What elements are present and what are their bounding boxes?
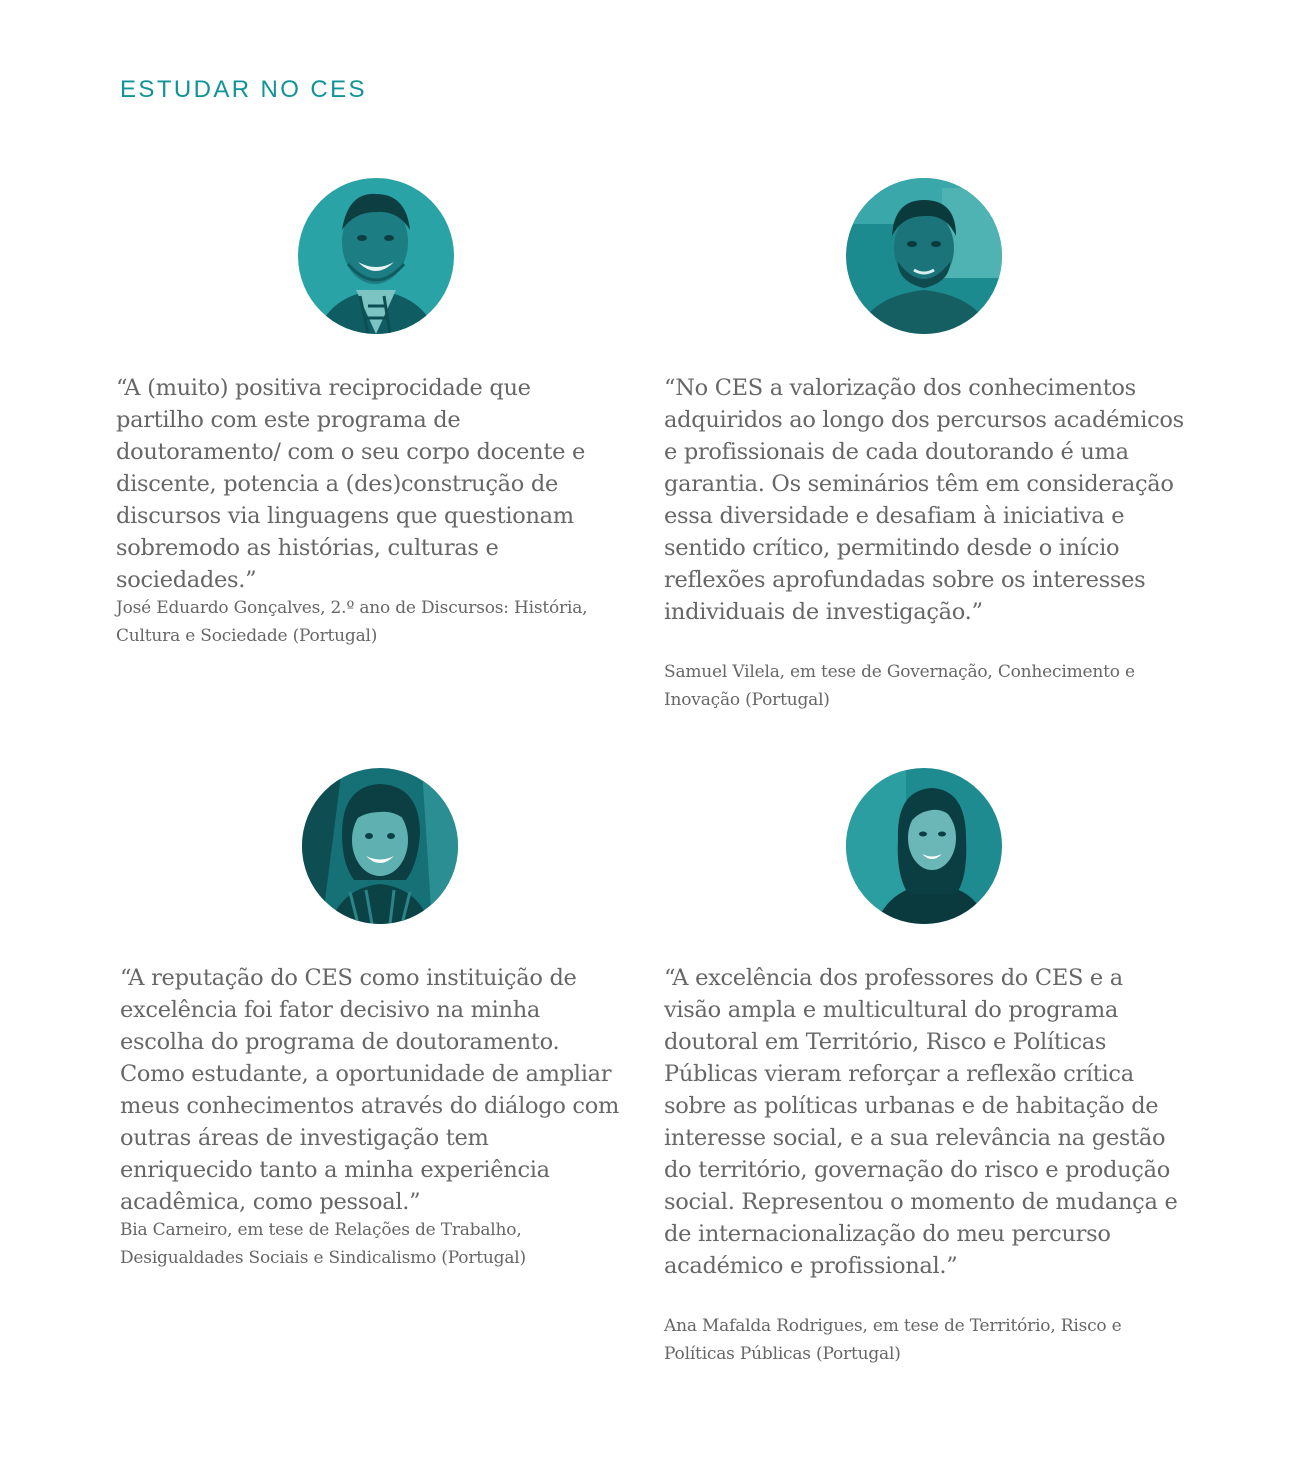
portrait-photo <box>846 178 1002 334</box>
testimonial-author: Ana Mafalda Rodrigues, em tese de Território, Risco e Políticas Públicas (Portugal) <box>664 1316 1122 1364</box>
portrait-photo <box>302 768 458 924</box>
avatar <box>298 178 454 334</box>
testimonial-author: Samuel Vilela, em tese de Governação, Conhecimento e Inovação (Portugal) <box>664 662 1135 710</box>
testimonial-quote: “A (muito) positiva reciprocidade que partilho com este programa de doutoramento/ com o seu corpo docente e discente, potencia a (des)construção de discursos via linguagens que questionam sobremodo as histórias, culturas e sociedades.” <box>116 375 585 593</box>
testimonial-quote: “No CES a valorização dos conhecimentos adquiridos ao longo dos percursos académicos e profissionais de cada doutorando é uma garantia. Os seminários têm em consideração essa diversidade e desafiam à iniciativa e sentido crítico, permitindo desde o início reflexões aprofundadas sobre os interesses individuais de investigação.” <box>664 375 1184 625</box>
testimonial-author: Bia Carneiro, em tese de Relações de Trabalho, Desigualdades Sociais e Sindicalismo (Portugal) <box>120 1220 526 1268</box>
testimonial-author: José Eduardo Gonçalves, 2.º ano de Discursos: História, Cultura e Sociedade (Portugal) <box>116 598 588 646</box>
portrait-photo <box>846 768 1002 924</box>
section-title: ESTUDAR NO CES <box>120 76 367 103</box>
testimonial-quote: “A excelência dos professores do CES e a visão ampla e multicultural do programa doutoral em Território, Risco e Políticas Públicas vieram reforçar a reflexão crítica sobre as políticas urbanas e de habitação de interesse social, e a sua relevância na gestão do território, governação do risco e produção social. Representou o momento de mudança e de internacionalização do meu percurso académico e profissional.” <box>664 965 1178 1279</box>
avatar <box>302 768 458 924</box>
avatar <box>846 178 1002 334</box>
testimonial-quote: “A reputação do CES como instituição de excelência foi fator decisivo na minha escolha do programa de doutoramento. Como estudante, a oportunidade de ampliar meus conhecimentos através do diálogo com outras áreas de investigação tem enriquecido tanto a minha experiência acadêmica, como pessoal.” <box>120 965 620 1215</box>
avatar <box>846 768 1002 924</box>
portrait-photo <box>298 178 454 334</box>
